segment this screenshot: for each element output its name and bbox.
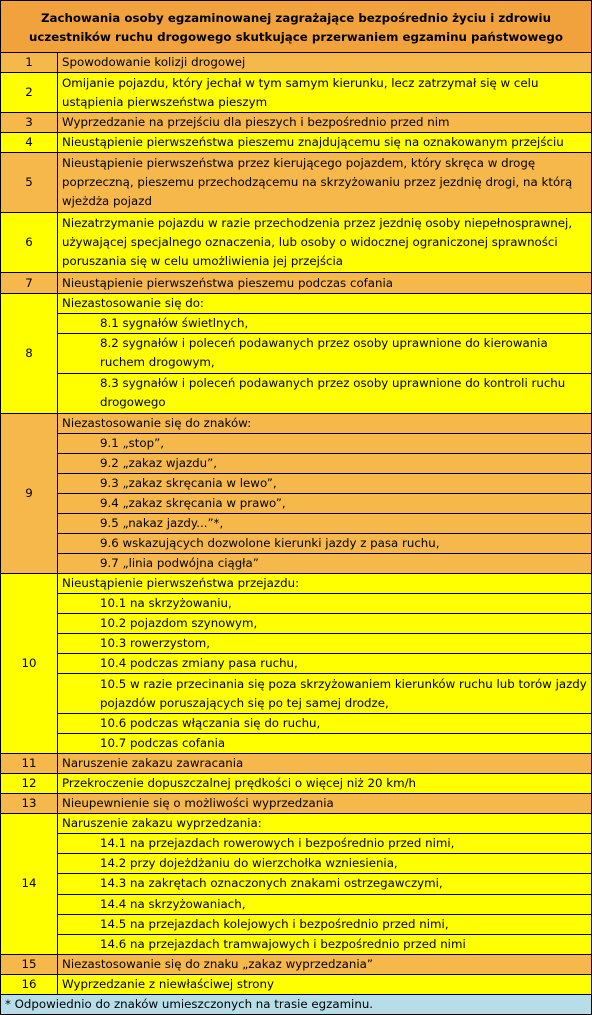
row-text: Niezatrzymanie pojazdu w razie przechodzenia przez jezdnię osoby niepełnosprawnej, używającej specjalnego oznaczenia, lub osoby o widocznej ograniczonej sprawności poruszania się w celu umożliwienia jej przejścia — [58, 213, 592, 273]
table-row — [1, 113, 592, 133]
row-text: Nieustąpienie pierwszeństwa pieszemu znajdującemu się na oznakowanym przejściu — [58, 133, 592, 153]
row-text: Spowodowanie kolizji drogowej — [58, 53, 592, 73]
row-number: 14 — [1, 814, 58, 954]
row-text: Omijanie pojazdu, który jechał w tym samym kierunku, lecz zatrzymał się w celu ustąpienia pierwszeństwa pieszym — [58, 73, 592, 113]
table-row — [1, 293, 592, 313]
row-number: 15 — [1, 954, 58, 974]
row-number: 7 — [1, 273, 58, 293]
row-subitem: 10.6 podczas włączania się do ruchu, — [58, 714, 592, 734]
row-text: Wyprzedzanie na przejściu dla pieszych i bezpośrednio przed nim — [58, 113, 592, 133]
row-subitem: 14.1 na przejazdach rowerowych i bezpośrednio przed nimi, — [58, 834, 592, 854]
table-subrow — [1, 533, 592, 553]
row-subitem: 9.5 „nakaz jazdy...”*, — [58, 513, 592, 533]
row-number: 1 — [1, 53, 58, 73]
table-subrow — [1, 433, 592, 453]
row-text: Przekroczenie dopuszczalnej prędkości o więcej niż 20 km/h — [58, 774, 592, 794]
row-text: Niezastosowanie się do znaków: — [58, 413, 592, 433]
table-row — [1, 273, 592, 293]
table-subrow — [1, 734, 592, 754]
row-subitem: 8.3 sygnałów i poleceń podawanych przez osoby uprawnione do kontroli ruchu drogowego — [58, 373, 592, 413]
row-subitem: 9.1 „stop”, — [58, 433, 592, 453]
table-row — [1, 153, 592, 213]
row-text: Nieustąpienie pierwszeństwa pieszemu podczas cofania — [58, 273, 592, 293]
table-subrow — [1, 614, 592, 634]
row-text: Niezastosowanie się do znaku „zakaz wyprzedzania” — [58, 954, 592, 974]
row-text: Nieustąpienie pierwszeństwa przejazdu: — [58, 573, 592, 593]
row-number: 16 — [1, 974, 58, 994]
table-row — [1, 53, 592, 73]
row-subitem: 14.2 przy dojeżdżaniu do wierzchołka wzniesienia, — [58, 854, 592, 874]
row-number: 10 — [1, 573, 58, 753]
table-row — [1, 133, 592, 153]
footnote: * Odpowiednio do znaków umieszczonych na trasie egzaminu. — [1, 994, 592, 1014]
table-row — [1, 774, 592, 794]
table-footer-row — [1, 994, 592, 1014]
table-row — [1, 954, 592, 974]
table-subrow — [1, 453, 592, 473]
row-number: 12 — [1, 774, 58, 794]
row-number: 8 — [1, 293, 58, 413]
table-subrow — [1, 594, 592, 614]
row-subitem: 10.2 pojazdom szynowym, — [58, 614, 592, 634]
row-number: 3 — [1, 113, 58, 133]
row-number: 9 — [1, 413, 58, 573]
row-subitem: 14.6 na przejazdach tramwajowych i bezpośrednio przed nimi — [58, 934, 592, 954]
table-subrow — [1, 834, 592, 854]
row-text: Nieupewnienie się o możliwości wyprzedzania — [58, 794, 592, 814]
row-text: Wyprzedzanie z niewłaściwej strony — [58, 974, 592, 994]
table-subrow — [1, 854, 592, 874]
table-subrow — [1, 634, 592, 654]
row-text: Naruszenie zakazu wyprzedzania: — [58, 814, 592, 834]
table-row — [1, 814, 592, 834]
row-subitem: 10.3 rowerzystom, — [58, 634, 592, 654]
row-number: 2 — [1, 73, 58, 113]
table-subrow — [1, 654, 592, 674]
table-subrow — [1, 493, 592, 513]
table-subrow — [1, 333, 592, 373]
row-number: 5 — [1, 153, 58, 213]
row-subitem: 14.5 na przejazdach kolejowych i bezpośrednio przed nimi, — [58, 914, 592, 934]
table-subrow — [1, 313, 592, 333]
table-subrow — [1, 473, 592, 493]
table-subrow — [1, 934, 592, 954]
table-subrow — [1, 513, 592, 533]
row-text: Nieustąpienie pierwszeństwa przez kierującego pojazdem, który skręca w drogę poprzeczną, pieszemu przechodzącemu na skrzyżowaniu przez jezdnię drogi, na którą wjeżdża pojazd — [58, 153, 592, 213]
row-text: Naruszenie zakazu zawracania — [58, 754, 592, 774]
row-subitem: 9.4 „zakaz skręcania w prawo”, — [58, 493, 592, 513]
table-row — [1, 974, 592, 994]
row-subitem: 9.6 wskazujących dozwolone kierunki jazdy z pasa ruchu, — [58, 533, 592, 553]
row-number: 6 — [1, 213, 58, 273]
row-number: 4 — [1, 133, 58, 153]
table-row — [1, 413, 592, 433]
table-row — [1, 573, 592, 593]
table-subrow — [1, 874, 592, 894]
table-subrow — [1, 373, 592, 413]
table-row — [1, 73, 592, 113]
table-subrow — [1, 674, 592, 714]
rules-table-body — [1, 1, 592, 1015]
table-subrow — [1, 553, 592, 573]
table-row — [1, 794, 592, 814]
row-subitem: 8.2 sygnałów i poleceń podawanych przez osoby uprawnione do kierowania ruchem drogowym, — [58, 333, 592, 373]
row-subitem: 10.1 na skrzyżowaniu, — [58, 594, 592, 614]
row-text: Niezastosowanie się do: — [58, 293, 592, 313]
row-subitem: 14.4 na skrzyżowaniach, — [58, 894, 592, 914]
row-subitem: 10.4 podczas zmiany pasa ruchu, — [58, 654, 592, 674]
row-subitem: 9.2 „zakaz wjazdu”, — [58, 453, 592, 473]
row-subitem: 9.7 „linia podwójna ciągła” — [58, 553, 592, 573]
row-subitem: 9.3 „zakaz skręcania w lewo”, — [58, 473, 592, 493]
table-row — [1, 754, 592, 774]
table-subrow — [1, 714, 592, 734]
table-title: Zachowania osoby egzaminowanej zagrażające bezpośrednio życiu i zdrowiu uczestników ruchu drogowego skutkujące przerwaniem egzaminu państwowego — [1, 1, 592, 53]
row-number: 13 — [1, 794, 58, 814]
table-header-row — [1, 1, 592, 53]
row-subitem: 10.5 w razie przecinania się poza skrzyżowaniem kierunków ruchu lub torów jazdy pojazdów poruszających się po tej samej drodze, — [58, 674, 592, 714]
row-subitem: 10.7 podczas cofania — [58, 734, 592, 754]
table-row — [1, 213, 592, 273]
row-subitem: 8.1 sygnałów świetlnych, — [58, 313, 592, 333]
row-number: 11 — [1, 754, 58, 774]
row-subitem: 14.3 na zakrętach oznaczonych znakami ostrzegawczymi, — [58, 874, 592, 894]
table-subrow — [1, 894, 592, 914]
table-subrow — [1, 914, 592, 934]
